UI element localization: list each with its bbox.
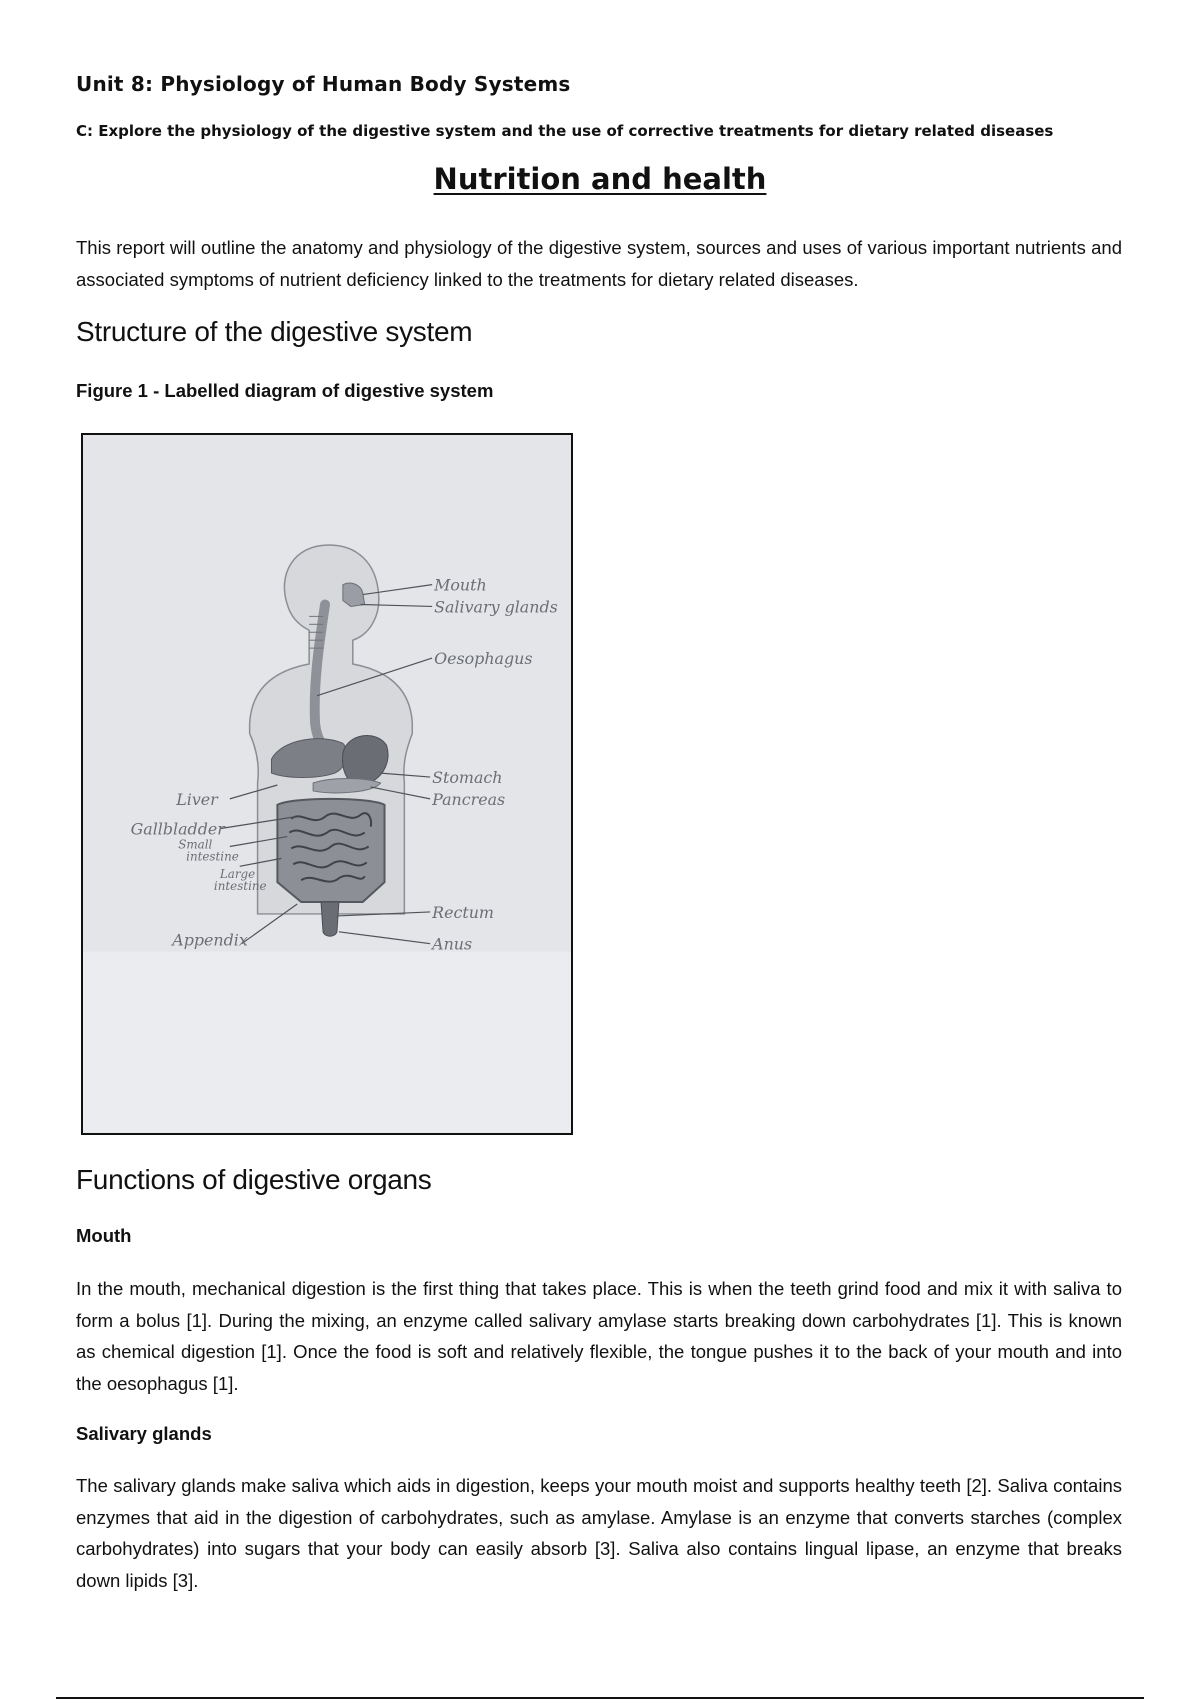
digestive-system-diagram [81,433,573,1135]
label-rectum: Rectum [432,902,494,922]
functions-heading: Functions of digestive organs [76,1164,432,1195]
label-gallbladder: Gallbladder [130,819,225,839]
label-large-intestine-2: intestine [213,879,267,894]
rectum-shape [321,902,339,936]
label-liver: Liver [176,789,218,809]
intro-paragraph: This report will outline the anatomy and physiology of the digestive system, sources and uses of various important nutrients and associated symptoms of nutrient deficiency linked to the treatments for dietary related diseases. [76,237,1122,290]
label-small-intestine-1: Small [178,837,213,852]
label-anus: Anus [432,934,473,954]
diagram-drawing [83,435,571,1133]
unit-title: Unit 8: Physiology of Human Body Systems [76,72,571,96]
structure-heading: Structure of the digestive system [76,316,473,347]
label-oesophagus: Oesophagus [434,648,533,668]
label-appendix: Appendix [172,930,248,950]
label-salivary-glands: Salivary glands [434,597,558,617]
document-title: Nutrition and health [433,162,767,196]
salivary-glands-paragraph: The salivary glands make saliva which aids in digestion, keeps your mouth moist and supports healthy teeth [2]. Saliva contains enzymes that aid in the digestion of carbohydrates, such as amylase. Amylase is an enzyme that converts starches (complex carbohydrates) into sugars that your body can easily absorb [3]. Saliva also contains lingual lipase, an enzyme that breaks down lipids [3]. [76,1475,1122,1591]
label-mouth: Mouth [434,575,487,595]
criterion-line: C: Explore the physiology of the digestive system and the use of corrective treatments for dietary related diseases [76,122,1054,140]
mouth-heading: Mouth [76,1225,132,1246]
label-pancreas: Pancreas [432,789,506,809]
label-large-intestine-1: Large [219,867,256,882]
mouth-paragraph: In the mouth, mechanical digestion is the first thing that takes place. This is when the teeth grind food and mix it with saliva to form a bolus [1]. During the mixing, an enzyme called salivary amylase starts breaking down carbohydrates [1]. This is known as chemical digestion [1]. Once the food is soft and relatively flexible, the tongue pushes it to the back of your mouth and into the oesophagus [1]. [76,1278,1122,1394]
label-small-intestine-2: intestine [186,849,239,864]
figure-caption: Figure 1 - Labelled diagram of digestive system [76,380,494,401]
diagram-paper-light [83,952,571,1133]
footer-divider [56,1697,1144,1699]
label-stomach: Stomach [432,768,503,788]
salivary-glands-heading: Salivary glands [76,1423,212,1444]
